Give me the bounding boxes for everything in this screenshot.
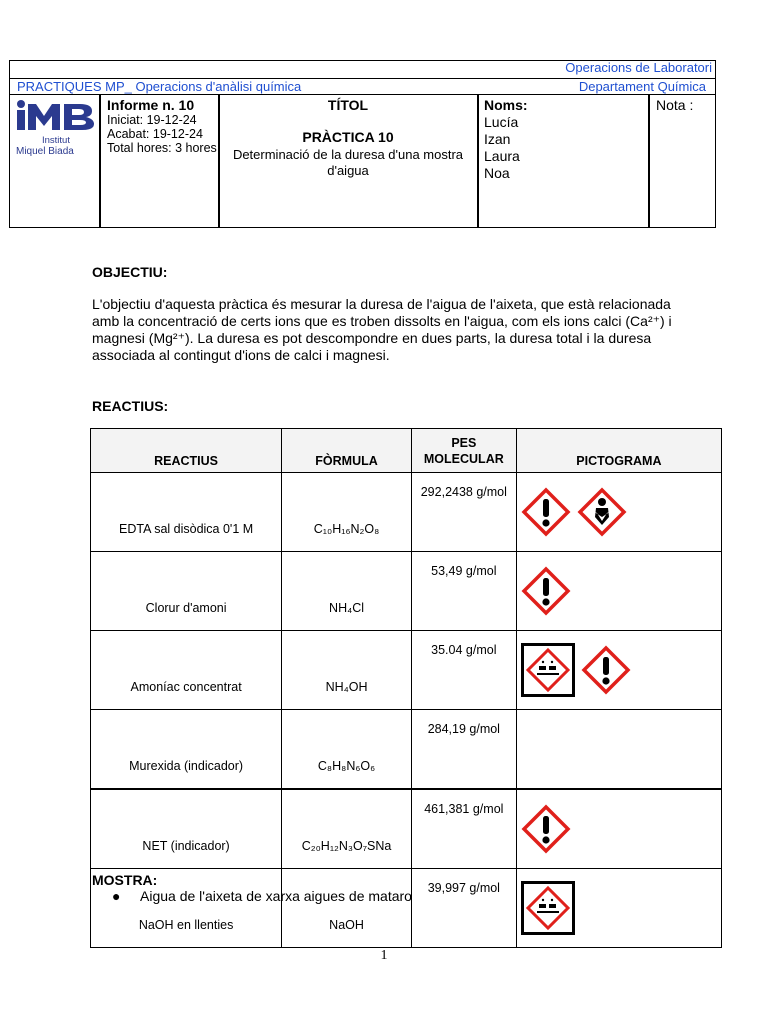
- bullet-icon: ●: [112, 888, 121, 904]
- department-name: Departament Química: [578, 79, 706, 94]
- molecular-weight: 35.04 g/mol: [411, 631, 516, 710]
- report-info: [107, 97, 219, 155]
- exclamation-icon: [581, 662, 637, 676]
- pictogram-cell: [516, 710, 721, 790]
- corrosive-icon: [521, 662, 581, 676]
- total-hours: Total hores: 3 hores: [107, 141, 217, 155]
- student-name: Izan: [484, 131, 511, 147]
- divider: [99, 95, 101, 227]
- course-name: PRACTIQUES MP_ Operacions d'anàlisi química: [17, 79, 302, 94]
- reagent-formula: NH₄OH: [282, 631, 412, 710]
- molecular-weight: 461,381 g/mol: [411, 789, 516, 869]
- sample-heading: MOSTRA:: [92, 872, 158, 888]
- pictogram-cell: [516, 552, 721, 631]
- molecular-weight: 284,19 g/mol: [411, 710, 516, 790]
- reagent-name: NET (indicador): [91, 789, 282, 869]
- corrosive-icon: [521, 900, 581, 914]
- reagent-formula: C₈H₈N₆O₆: [282, 710, 412, 790]
- logo-line1: Institut: [42, 135, 70, 146]
- table-row: [91, 869, 722, 948]
- divider: [648, 95, 650, 227]
- health-hazard-icon: [577, 504, 633, 518]
- reagent-name: NaOH en llenties: [91, 869, 282, 948]
- student-name: Laura: [484, 148, 520, 164]
- title-block: [222, 97, 474, 179]
- pictogram-cell: [516, 869, 721, 948]
- objective-heading: OBJECTIU:: [92, 264, 168, 280]
- report-header-box: [9, 60, 716, 228]
- start-date: Iniciat: 19-12-24: [107, 113, 197, 127]
- institute-logo: [16, 98, 98, 158]
- reagent-formula: NH₄Cl: [282, 552, 412, 631]
- reagent-formula: NaOH: [282, 869, 412, 948]
- reagents-table: [90, 428, 722, 948]
- student-name: Lucía: [484, 114, 519, 130]
- names-label: Noms:: [484, 97, 528, 113]
- report-number: Informe n. 10: [107, 97, 195, 113]
- column-header: PES MOLECULAR: [411, 429, 516, 473]
- reagent-name: Murexida (indicador): [91, 710, 282, 790]
- molecular-weight: 53,49 g/mol: [411, 552, 516, 631]
- reagents-heading: REACTIUS:: [92, 398, 169, 414]
- table-row: [91, 552, 722, 631]
- end-date: Acabat: 19-12-24: [107, 127, 203, 141]
- logo-line2: Miquel Biada: [16, 146, 74, 157]
- reagent-formula: C₁₀H₁₆N₂O₈: [282, 473, 412, 552]
- exclamation-icon: [521, 821, 577, 835]
- names-block: [484, 97, 644, 182]
- grade-label: Nota :: [656, 97, 694, 113]
- table-row: [91, 473, 722, 552]
- practice-number: PRÀCTICA 10: [302, 129, 394, 145]
- reagent-name: EDTA sal disòdica 0'1 M: [91, 473, 282, 552]
- reagent-name: Amoníac concentrat: [91, 631, 282, 710]
- practice-description: Determinació de la duresa d'una mostra d'aigua: [232, 147, 464, 178]
- molecular-weight: 39,997 g/mol: [411, 869, 516, 948]
- student-name: Noa: [484, 165, 510, 181]
- reagent-name: Clorur d'amoni: [91, 552, 282, 631]
- column-header: REACTIUS: [91, 429, 282, 473]
- table-row: [91, 789, 722, 869]
- molecular-weight: 292,2438 g/mol: [411, 473, 516, 552]
- column-header: PICTOGRAMA: [516, 429, 721, 473]
- exclamation-icon: [521, 583, 577, 597]
- title-label: TÍTOL: [327, 97, 369, 113]
- exclamation-icon: [521, 504, 577, 518]
- pictogram-cell: [516, 473, 721, 552]
- table-row: [91, 710, 722, 790]
- table-header-row: [91, 429, 722, 473]
- header-dept-top: Operacions de Laboratori: [565, 60, 712, 75]
- column-header: FÒRMULA: [282, 429, 412, 473]
- pictogram-cell: [516, 631, 721, 710]
- pictogram-cell: [516, 789, 721, 869]
- list-item: Aigua de l'aixeta de xarxa aigues de mataro: [140, 888, 412, 904]
- objective-text: L'objectiu d'aquesta pràctica és mesurar la duresa de l'aigua de l'aixeta, que està relacionada amb la concentració de certs ions que es troben dissolts en l'aigua, com els ions calci (Ca²⁺) i magnesi (Mg²⁺). La duresa es pot descompondre en dues parts, la duresa total i la duresa associada al contingut d'ions de calci i magnesi.: [92, 296, 672, 363]
- header-course-line: [10, 78, 715, 95]
- sample-list: [112, 888, 412, 904]
- reagent-formula: C₂₀H₁₂N₃O₇SNa: [282, 789, 412, 869]
- divider: [477, 95, 479, 227]
- page-number: 1: [380, 948, 388, 963]
- table-row: [91, 631, 722, 710]
